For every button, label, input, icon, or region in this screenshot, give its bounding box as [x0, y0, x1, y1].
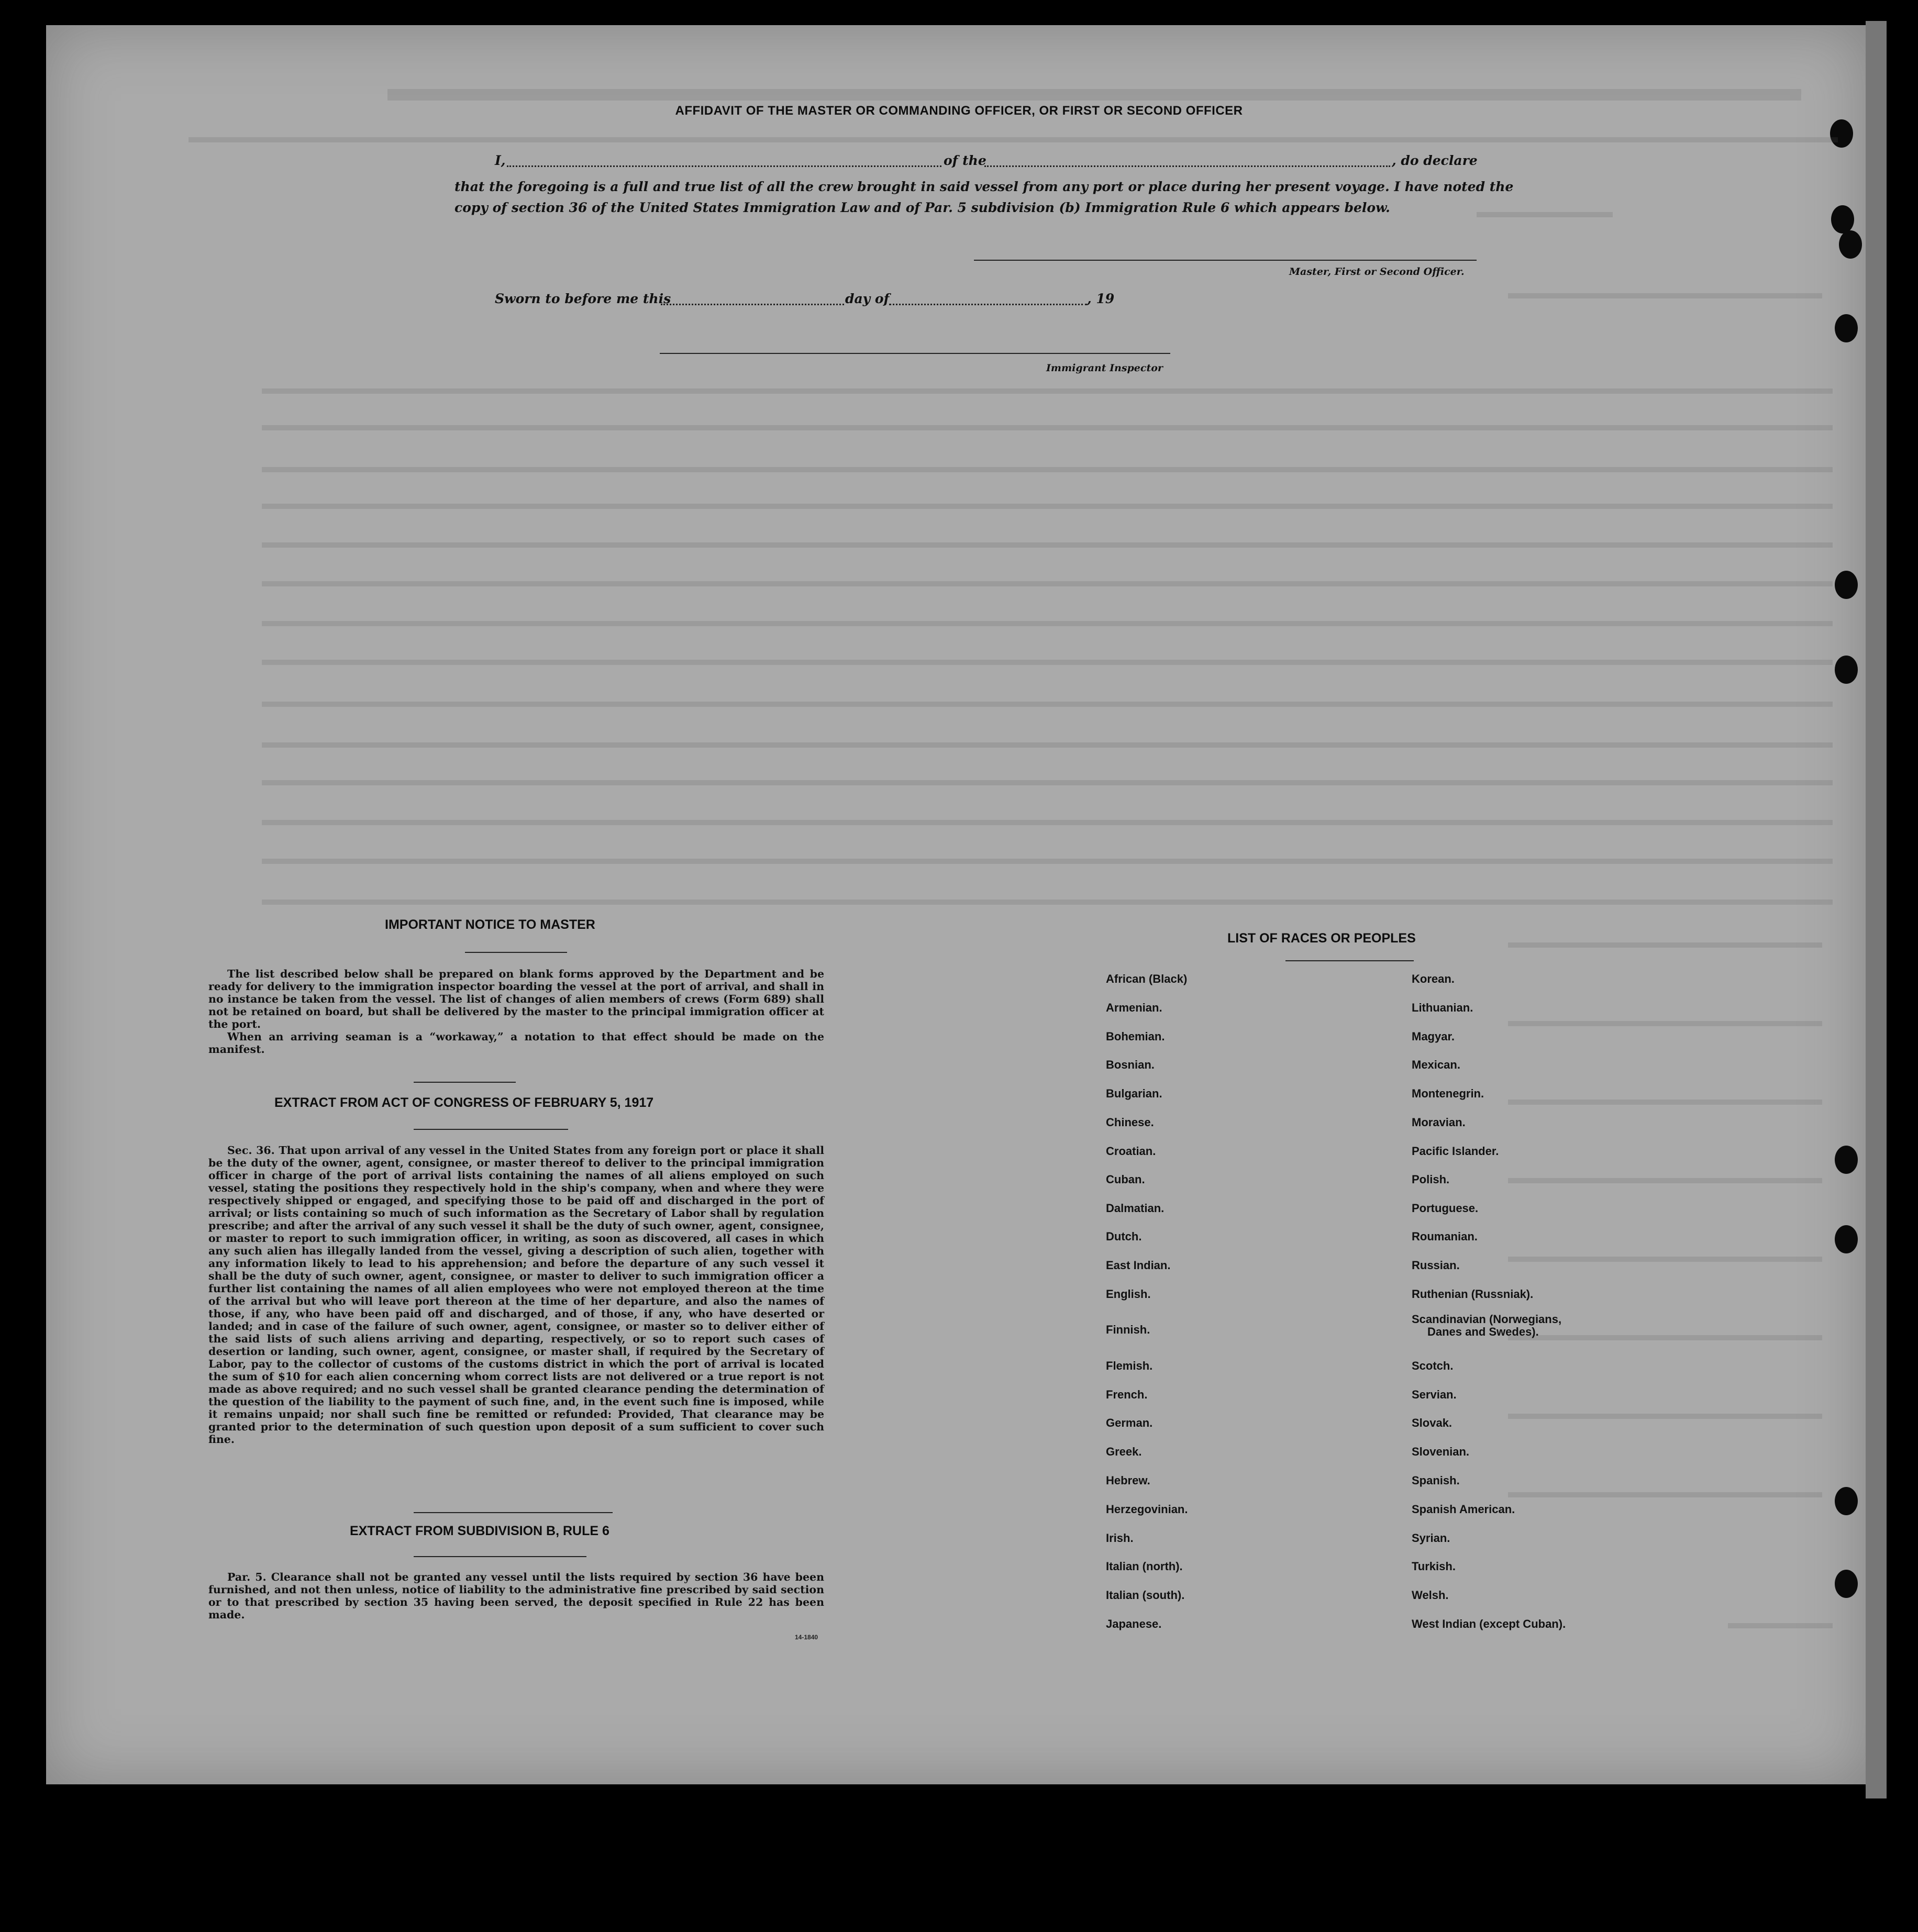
race-item: Bulgarian.	[1106, 1087, 1162, 1100]
race-item: East Indian.	[1106, 1259, 1171, 1272]
race-item: Herzegovinian.	[1106, 1503, 1188, 1516]
race-item: Croatian.	[1106, 1145, 1156, 1158]
notice-body	[208, 968, 824, 1056]
affidavit-declare-label: , do declare	[1392, 153, 1478, 168]
race-item: Dalmatian.	[1106, 1202, 1165, 1215]
binder-hole	[1830, 119, 1853, 148]
notice-title: IMPORTANT NOTICE TO MASTER	[385, 917, 595, 932]
extract-rule-body	[208, 1571, 824, 1621]
extract-act-body	[208, 1144, 824, 1446]
race-item: Syrian.	[1412, 1531, 1450, 1545]
race-item: Dutch.	[1106, 1230, 1142, 1243]
notice-paragraph: When an arriving seaman is a “workaway,” a notation to that effect should be made on the manifest.	[208, 1030, 824, 1056]
race-item: Roumanian.	[1412, 1230, 1478, 1243]
race-item: Spanish American.	[1412, 1503, 1515, 1516]
binder-hole	[1835, 1487, 1858, 1515]
master-name-field	[507, 165, 941, 167]
race-item: Portuguese.	[1412, 1202, 1479, 1215]
document-page	[46, 25, 1866, 1784]
sworn-label: Sworn to before me this	[495, 291, 671, 306]
race-item: West Indian (except Cuban).	[1412, 1617, 1566, 1630]
affidavit-statement-line2: copy of section 36 of the United States Immigration Law and of Par. 5 subdivision (b) Immigration Rule 6 which appears below.	[454, 200, 1390, 215]
race-item: German.	[1106, 1416, 1153, 1429]
extract-act-rule	[414, 1129, 568, 1130]
race-item: Scotch.	[1412, 1359, 1454, 1372]
race-item: Spanish.	[1412, 1474, 1460, 1487]
race-item: Lithuanian.	[1412, 1001, 1473, 1014]
race-item: Servian.	[1412, 1388, 1457, 1401]
race-item: Italian (south).	[1106, 1589, 1185, 1602]
affidavit-statement-line1: that the foregoing is a full and true list of all the crew brought in said vessel from any port or place during her present voyage. I have noted the	[454, 179, 1514, 194]
binder-hole	[1835, 1570, 1858, 1598]
race-item: Magyar.	[1412, 1030, 1455, 1043]
notice-paragraph: The list described below shall be prepared on blank forms approved by the Department and be ready for delivery to the immigration inspector boarding the vessel at the port of arrival, and shall in no instance be taken from the vessel. The list of changes of alien members of crews (Form 689) shall not be retained on board, but shall be delivered by the master to the principal immigration officer at the port.	[208, 968, 824, 1030]
extract-rule-rule	[414, 1556, 586, 1557]
races-title-rule	[1285, 960, 1414, 961]
race-item: Finnish.	[1106, 1323, 1150, 1336]
races-title: LIST OF RACES OR PEOPLES	[1227, 931, 1416, 946]
race-item: Welsh.	[1412, 1589, 1449, 1602]
binder-hole	[1835, 571, 1858, 599]
race-item: Irish.	[1106, 1531, 1134, 1545]
race-item: Flemish.	[1106, 1359, 1153, 1372]
race-item: Scandinavian (Norwegians,	[1412, 1313, 1562, 1326]
affidavit-title: AFFIDAVIT OF THE MASTER OR COMMANDING OFFICER, OR FIRST OR SECOND OFFICER	[675, 104, 1243, 118]
affidavit-of-the-label: of the	[944, 153, 986, 168]
officer-signature-caption: Master, First or Second Officer.	[1289, 266, 1465, 277]
binder-hole	[1831, 205, 1854, 234]
race-item: Ruthenian (Russniak).	[1412, 1287, 1534, 1301]
race-item: Korean.	[1412, 972, 1455, 985]
binder-hole	[1839, 230, 1862, 259]
race-item: Polish.	[1412, 1173, 1450, 1186]
race-item: Bohemian.	[1106, 1030, 1165, 1043]
race-item: Slovenian.	[1412, 1445, 1470, 1458]
race-item: Italian (north).	[1106, 1560, 1183, 1573]
binder-hole	[1835, 314, 1858, 342]
race-item: Chinese.	[1106, 1116, 1154, 1129]
form-number: 14-1840	[795, 1634, 818, 1641]
race-item: French.	[1106, 1388, 1148, 1401]
extract-act-title: EXTRACT FROM ACT OF CONGRESS OF FEBRUARY 5, 1917	[274, 1095, 654, 1110]
binder-hole	[1835, 1146, 1858, 1174]
section-divider	[414, 1082, 516, 1083]
officer-signature-line	[974, 260, 1477, 261]
notice-title-rule	[465, 952, 567, 953]
race-item: Cuban.	[1106, 1173, 1145, 1186]
binder-hole	[1835, 656, 1858, 684]
vessel-name-field	[984, 165, 1390, 167]
race-item: Japanese.	[1106, 1617, 1162, 1630]
race-item: African (Black)	[1106, 972, 1188, 985]
race-item: English.	[1106, 1287, 1151, 1301]
race-item: Greek.	[1106, 1445, 1142, 1458]
race-item: Montenegrin.	[1412, 1087, 1484, 1100]
sworn-day-field	[661, 304, 844, 305]
binder-hole	[1835, 1225, 1858, 1253]
race-item: Turkish.	[1412, 1560, 1456, 1573]
year-label: , 19	[1087, 291, 1115, 306]
race-item: Slovak.	[1412, 1416, 1453, 1429]
sworn-month-field	[889, 304, 1087, 305]
race-item: Moravian.	[1412, 1116, 1466, 1129]
race-item: Hebrew.	[1106, 1474, 1150, 1487]
race-item: Bosnian.	[1106, 1058, 1155, 1071]
extract-rule-title: EXTRACT FROM SUBDIVISION B, RULE 6	[350, 1524, 609, 1538]
race-item: Mexican.	[1412, 1058, 1460, 1071]
extract-act-paragraph: Sec. 36. That upon arrival of any vessel in the United States from any foreign port or place it shall be the duty of the owner, agent, consignee, or master thereof to deliver to the principal immigration officer in charge of the port of arrival lists containing the names of all aliens employed on such vessel, stating the positions they respectively hold in the ship's company, when and where they were respectively shipped or engaged, and specifying those to be paid off and discharged in the port of arrival; or lists containing so much of such information as the Secretary of Labor shall by regulation prescribe; and after the arrival of any such vessel it shall be the duty of such owner, agent, consignee, or master to report to such immigration officer, in writing, as soon as discovered, all cases in which any such alien has illegally landed from the vessel, giving a description of such alien, together with any information likely to lead to his apprehension; and before the departure of any such vessel it shall be the duty of such owner, agent, consignee, or master to deliver to such immigration officer a further list containing the names of all alien employees who were not employed thereon at the time of the arrival but who will leave port thereon at the time of her departure, and also the names of those, if any, who have been paid off and discharged, and of those, if any, who have deserted or landed; and in case of the failure of such owner, agent, consignee, or master so to deliver either of the said lists of such aliens arriving and departing, respectively, or so to report such cases of desertion or landing, such owner, agent, consignee, or master shall, if required by the Secretary of Labor, pay to the collector of customs of the customs district in which the port of arrival is located the sum of $10 for each alien concerning whom correct lists are not delivered or a true report is not made as above required; and no such vessel shall be granted clearance pending the determination of the question of the liability to the payment of such fine, and, in the event such fine is imposed, while it remains unpaid; nor shall such fine be remitted or refunded: Provided, That clearance may be granted prior to the determination of such question upon deposit of a sum sufficient to cover such fine.	[208, 1144, 824, 1446]
inspector-caption: Immigrant Inspector	[1046, 362, 1163, 374]
race-item: Danes and Swedes).	[1427, 1325, 1539, 1338]
page-edge-strip	[1866, 21, 1887, 1798]
race-item: Armenian.	[1106, 1001, 1162, 1014]
race-item: Russian.	[1412, 1259, 1460, 1272]
section-divider	[414, 1512, 613, 1513]
race-item: Pacific Islander.	[1412, 1145, 1499, 1158]
day-of-label: day of	[845, 291, 890, 306]
inspector-signature-line	[660, 353, 1170, 354]
extract-rule-paragraph: Par. 5. Clearance shall not be granted any vessel until the lists required by section 36 have been furnished, and not then unless, notice of liability to the administrative fine prescribed by said section or to that prescribed by section 35 having been served, the deposit specified in Rule 22 has been made.	[208, 1571, 824, 1621]
affidavit-i-label: I,	[495, 153, 506, 168]
